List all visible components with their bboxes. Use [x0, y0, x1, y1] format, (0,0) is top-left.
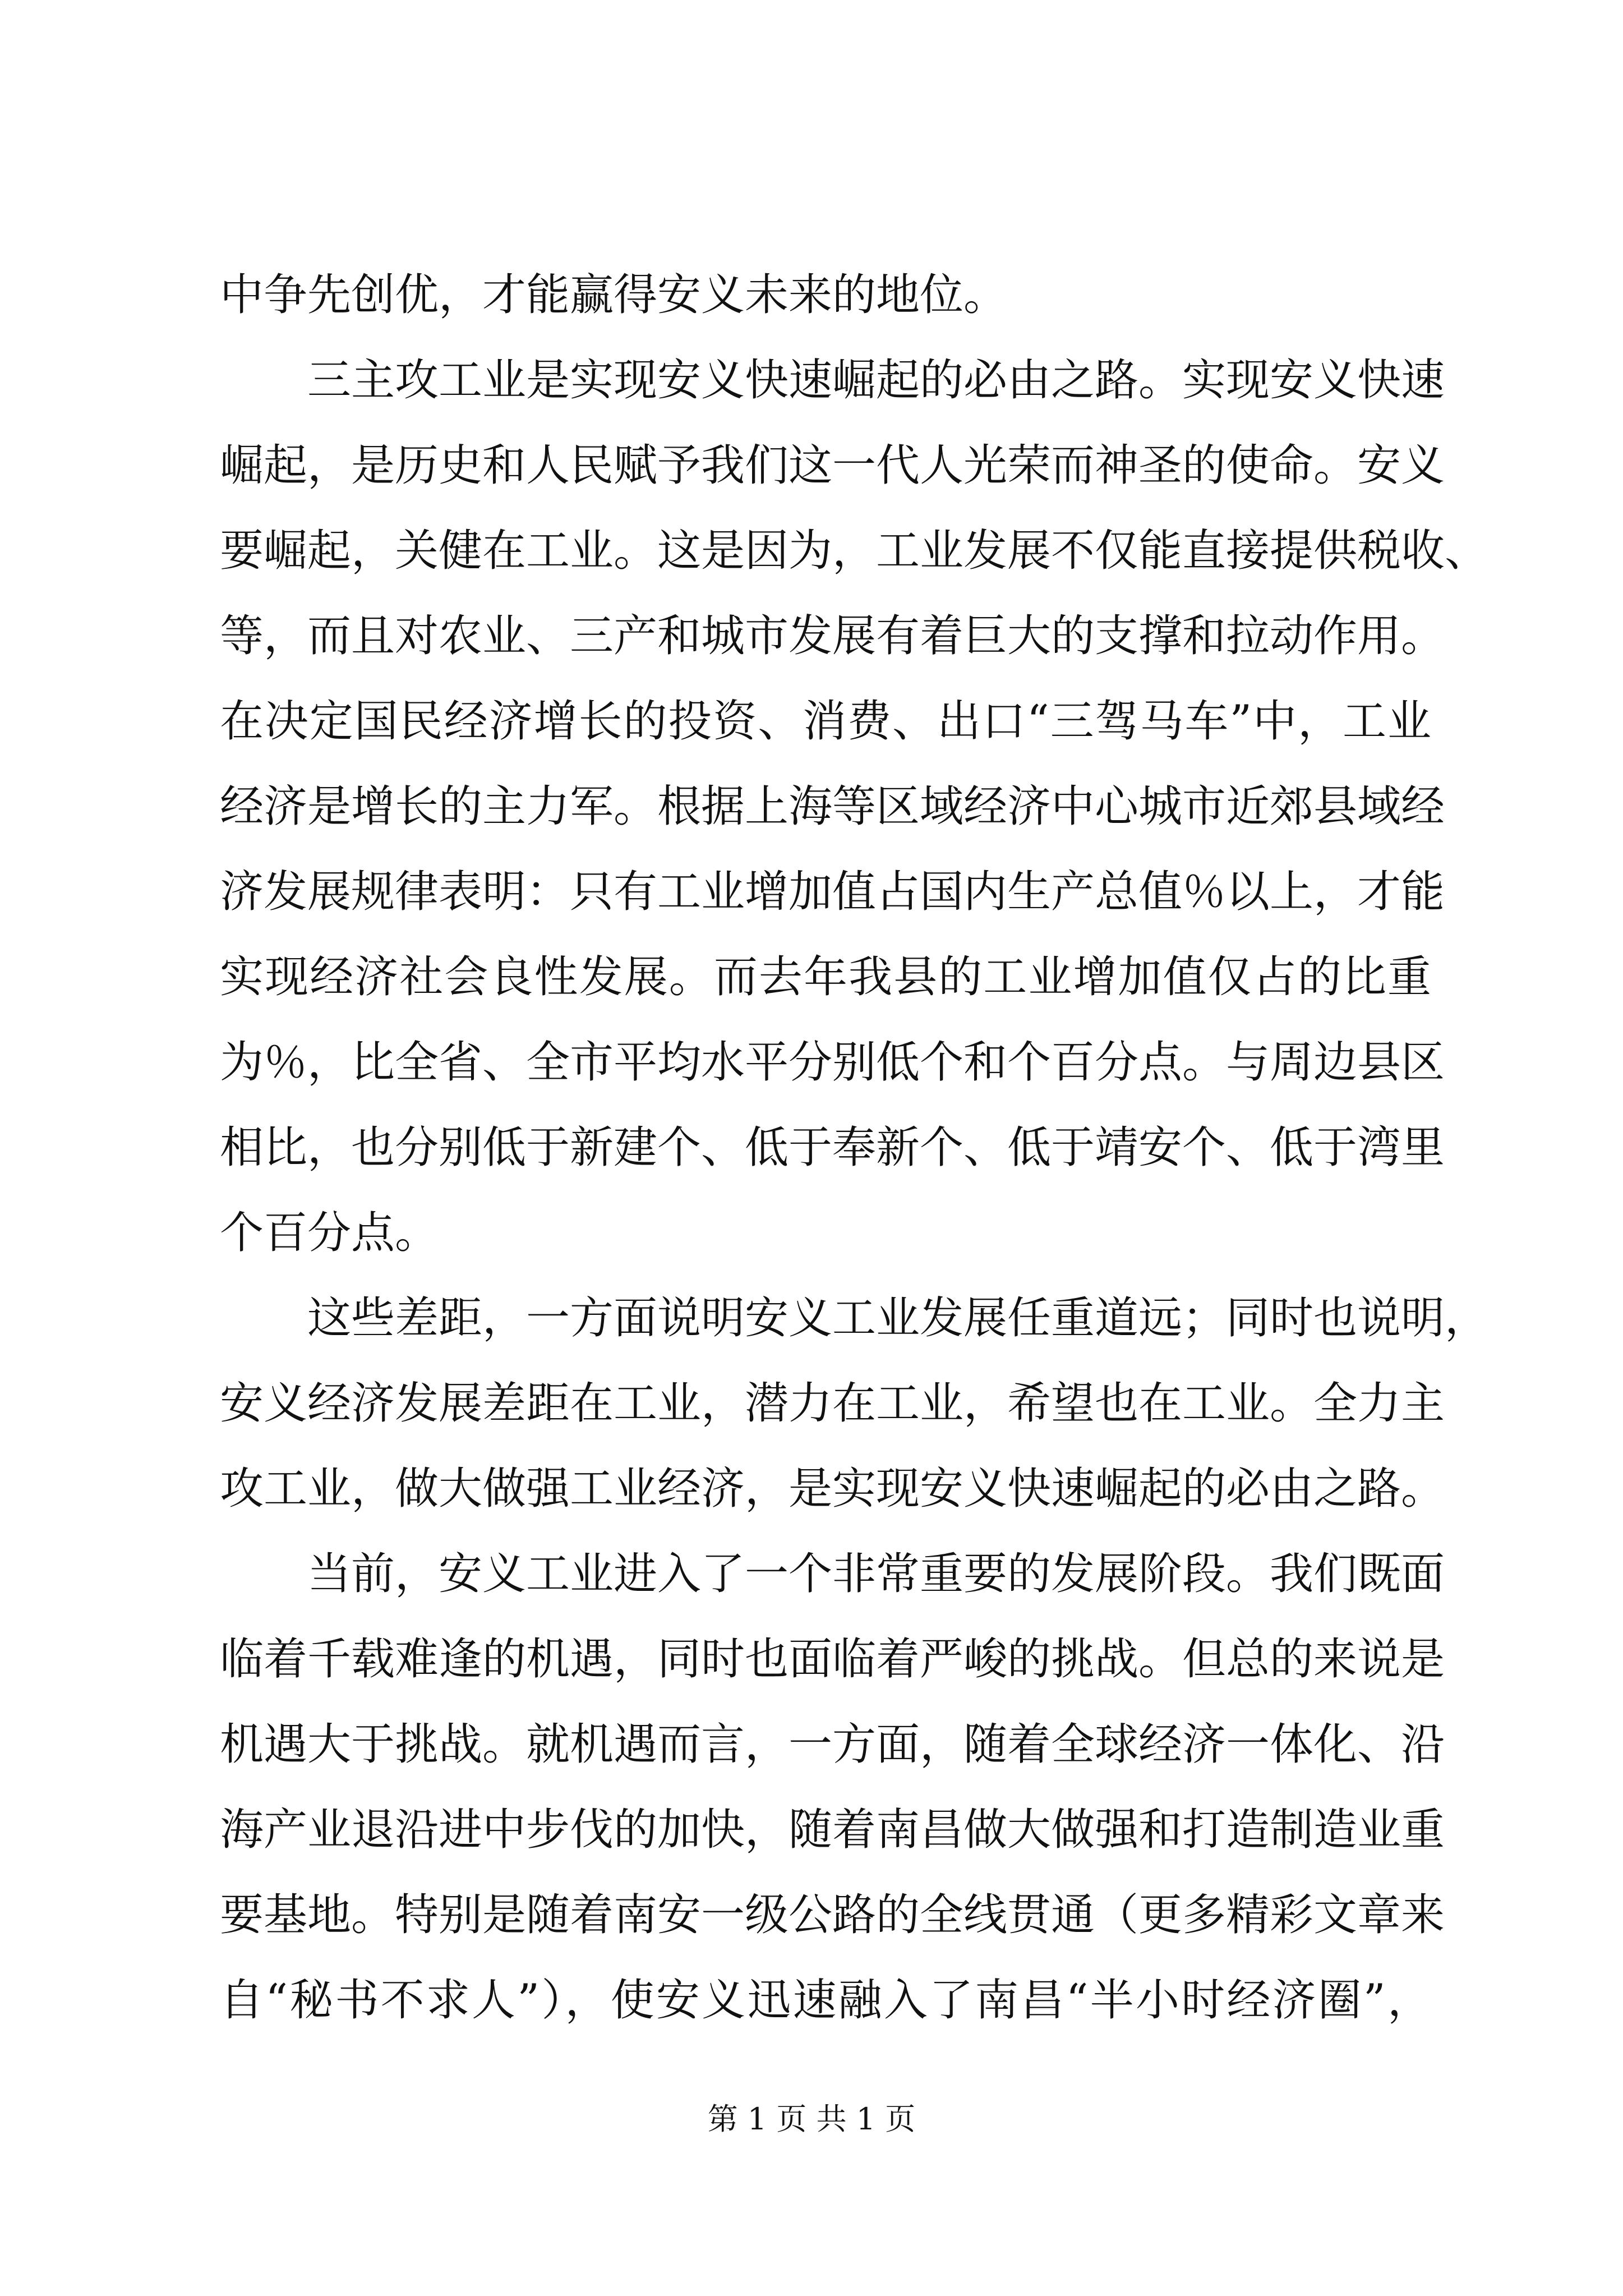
text-line: 等，而且对农业、三产和城市发展有着巨大的支撑和拉动作用。	[220, 611, 1445, 661]
text-line: 中争先创优，才能赢得安义未来的地位。	[220, 270, 1008, 320]
text-line: 机遇大于挑战。就机遇而言，一方面，随着全球经济一体化、沿	[220, 1719, 1445, 1770]
text-line: 要基地。特别是随着南安一级公路的全线贯通（更多精彩文章来	[220, 1890, 1445, 1940]
page-footer	[0, 2095, 1623, 2138]
text-line: 自“秘书不求人”），使安义迅速融入了南昌“半小时经济圈”，	[220, 1975, 1431, 2026]
text-line: 经济是增长的主力军。根据上海等区域经济中心城市近郊县域经	[220, 781, 1445, 832]
text-line: 海产业退沿进中步伐的加快，随着南昌做大做强和打造制造业重	[220, 1805, 1445, 1855]
text-line: 个百分点。	[220, 1208, 439, 1258]
text-line: 相比，也分别低于新建个、低于奉新个、低于靖安个、低于湾里	[220, 1122, 1445, 1173]
document-body	[220, 252, 1489, 2043]
paragraph-start-line: 这些差距，一方面说明安义工业发展任重道远；同时也说明，	[307, 1293, 1489, 1343]
text-line: 实现经济社会良性发展。而去年我县的工业增加值仅占的比重	[220, 952, 1431, 1002]
paragraph-start-line: 当前，安义工业进入了一个非常重要的发展阶段。我们既面	[307, 1549, 1445, 1599]
text-line: 临着千载难逢的机遇，同时也面临着严峻的挑战。但总的来说是	[220, 1634, 1445, 1685]
text-line: 在决定国民经济增长的投资、消费、出口“三驾马车”中，工业	[220, 696, 1431, 747]
text-line: 崛起，是历史和人民赋予我们这一代人光荣而神圣的使命。安义	[220, 440, 1445, 491]
text-line: 安义经济发展差距在工业，潜力在工业，希望也在工业。全力主	[220, 1378, 1445, 1429]
text-line: 济发展规律表明：只有工业增加值占国内生产总值％以上，才能	[220, 867, 1445, 917]
text-line: 要崛起，关健在工业。这是因为，工业发展不仅能直接提供税收、	[220, 526, 1489, 576]
text-line: 为％，比全省、全市平均水平分别低个和个百分点。与周边县区	[220, 1037, 1445, 1088]
text-line: 攻工业，做大做强工业经济，是实现安义快速崛起的必由之路。	[220, 1464, 1445, 1514]
page-number: 第 1 页 共 1 页	[707, 2101, 916, 2137]
paragraph-start-line: 三主攻工业是实现安义快速崛起的必由之路。实现安义快速	[307, 355, 1445, 406]
